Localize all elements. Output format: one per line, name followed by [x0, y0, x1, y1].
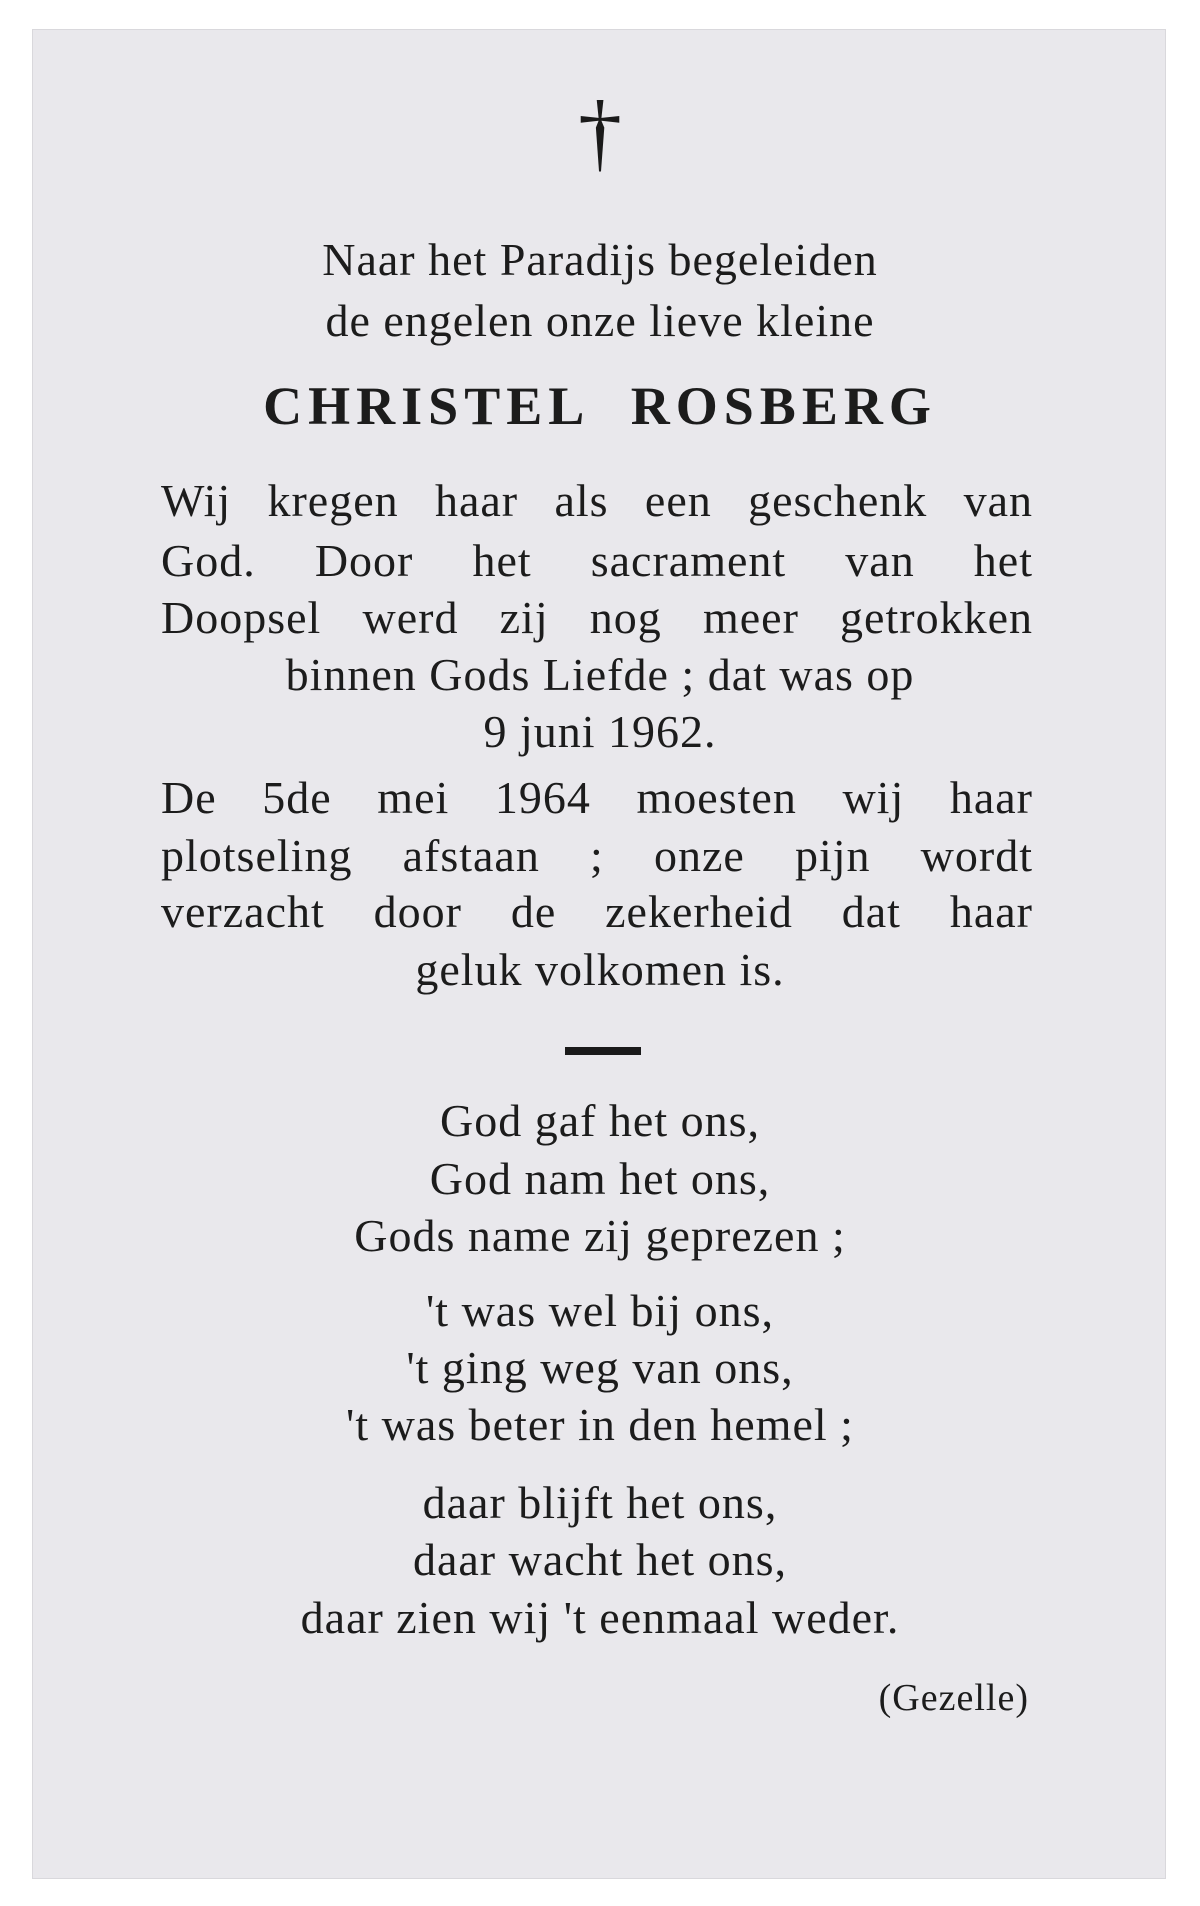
poem-line: 't was wel bij ons, [426, 1285, 774, 1336]
paragraph1-line-4: binnen Gods Liefde ; dat was op [285, 649, 915, 700]
paragraph2-line-4: geluk volkomen is. [415, 944, 785, 995]
poem-line: God nam het ons, [429, 1153, 771, 1204]
intro-line-1: Naar het Paradijs begeleiden [322, 234, 878, 285]
poem-line: daar zien wij 't eenmaal weder. [300, 1592, 900, 1643]
intro-line-2: de engelen onze lieve kleine [325, 295, 875, 346]
poem-line: God gaf het ons, [439, 1095, 761, 1146]
poem-line: daar blijft het ons, [422, 1477, 778, 1528]
poem-attribution: (Gezelle) [878, 1677, 1029, 1719]
paragraph1-line-2: God. Door het sacrament van het [161, 535, 1033, 586]
divider-rule [565, 1047, 641, 1055]
paragraph1-line-5: 9 juni 1962. [483, 706, 717, 757]
poem-line: 't ging weg van ons, [406, 1342, 794, 1393]
cross-icon: † [578, 84, 622, 181]
paragraph2-line-1: De 5de mei 1964 moesten wij haar [161, 772, 1033, 823]
paragraph1-line-1: Wij kregen haar als een geschenk van [161, 475, 1033, 526]
paragraph2-line-2: plotseling afstaan ; onze pijn wordt [161, 830, 1033, 881]
paragraph1-line-3: Doopsel werd zij nog meer getrokken [161, 592, 1033, 643]
poem-line: daar wacht het ons, [412, 1534, 788, 1585]
poem-line: Gods name zij geprezen ; [354, 1210, 846, 1261]
paragraph2-line-3: verzacht door de zekerheid dat haar [161, 886, 1033, 937]
poem-line: 't was beter in den hemel ; [346, 1399, 854, 1450]
deceased-name: CHRISTEL ROSBERG [263, 376, 937, 436]
